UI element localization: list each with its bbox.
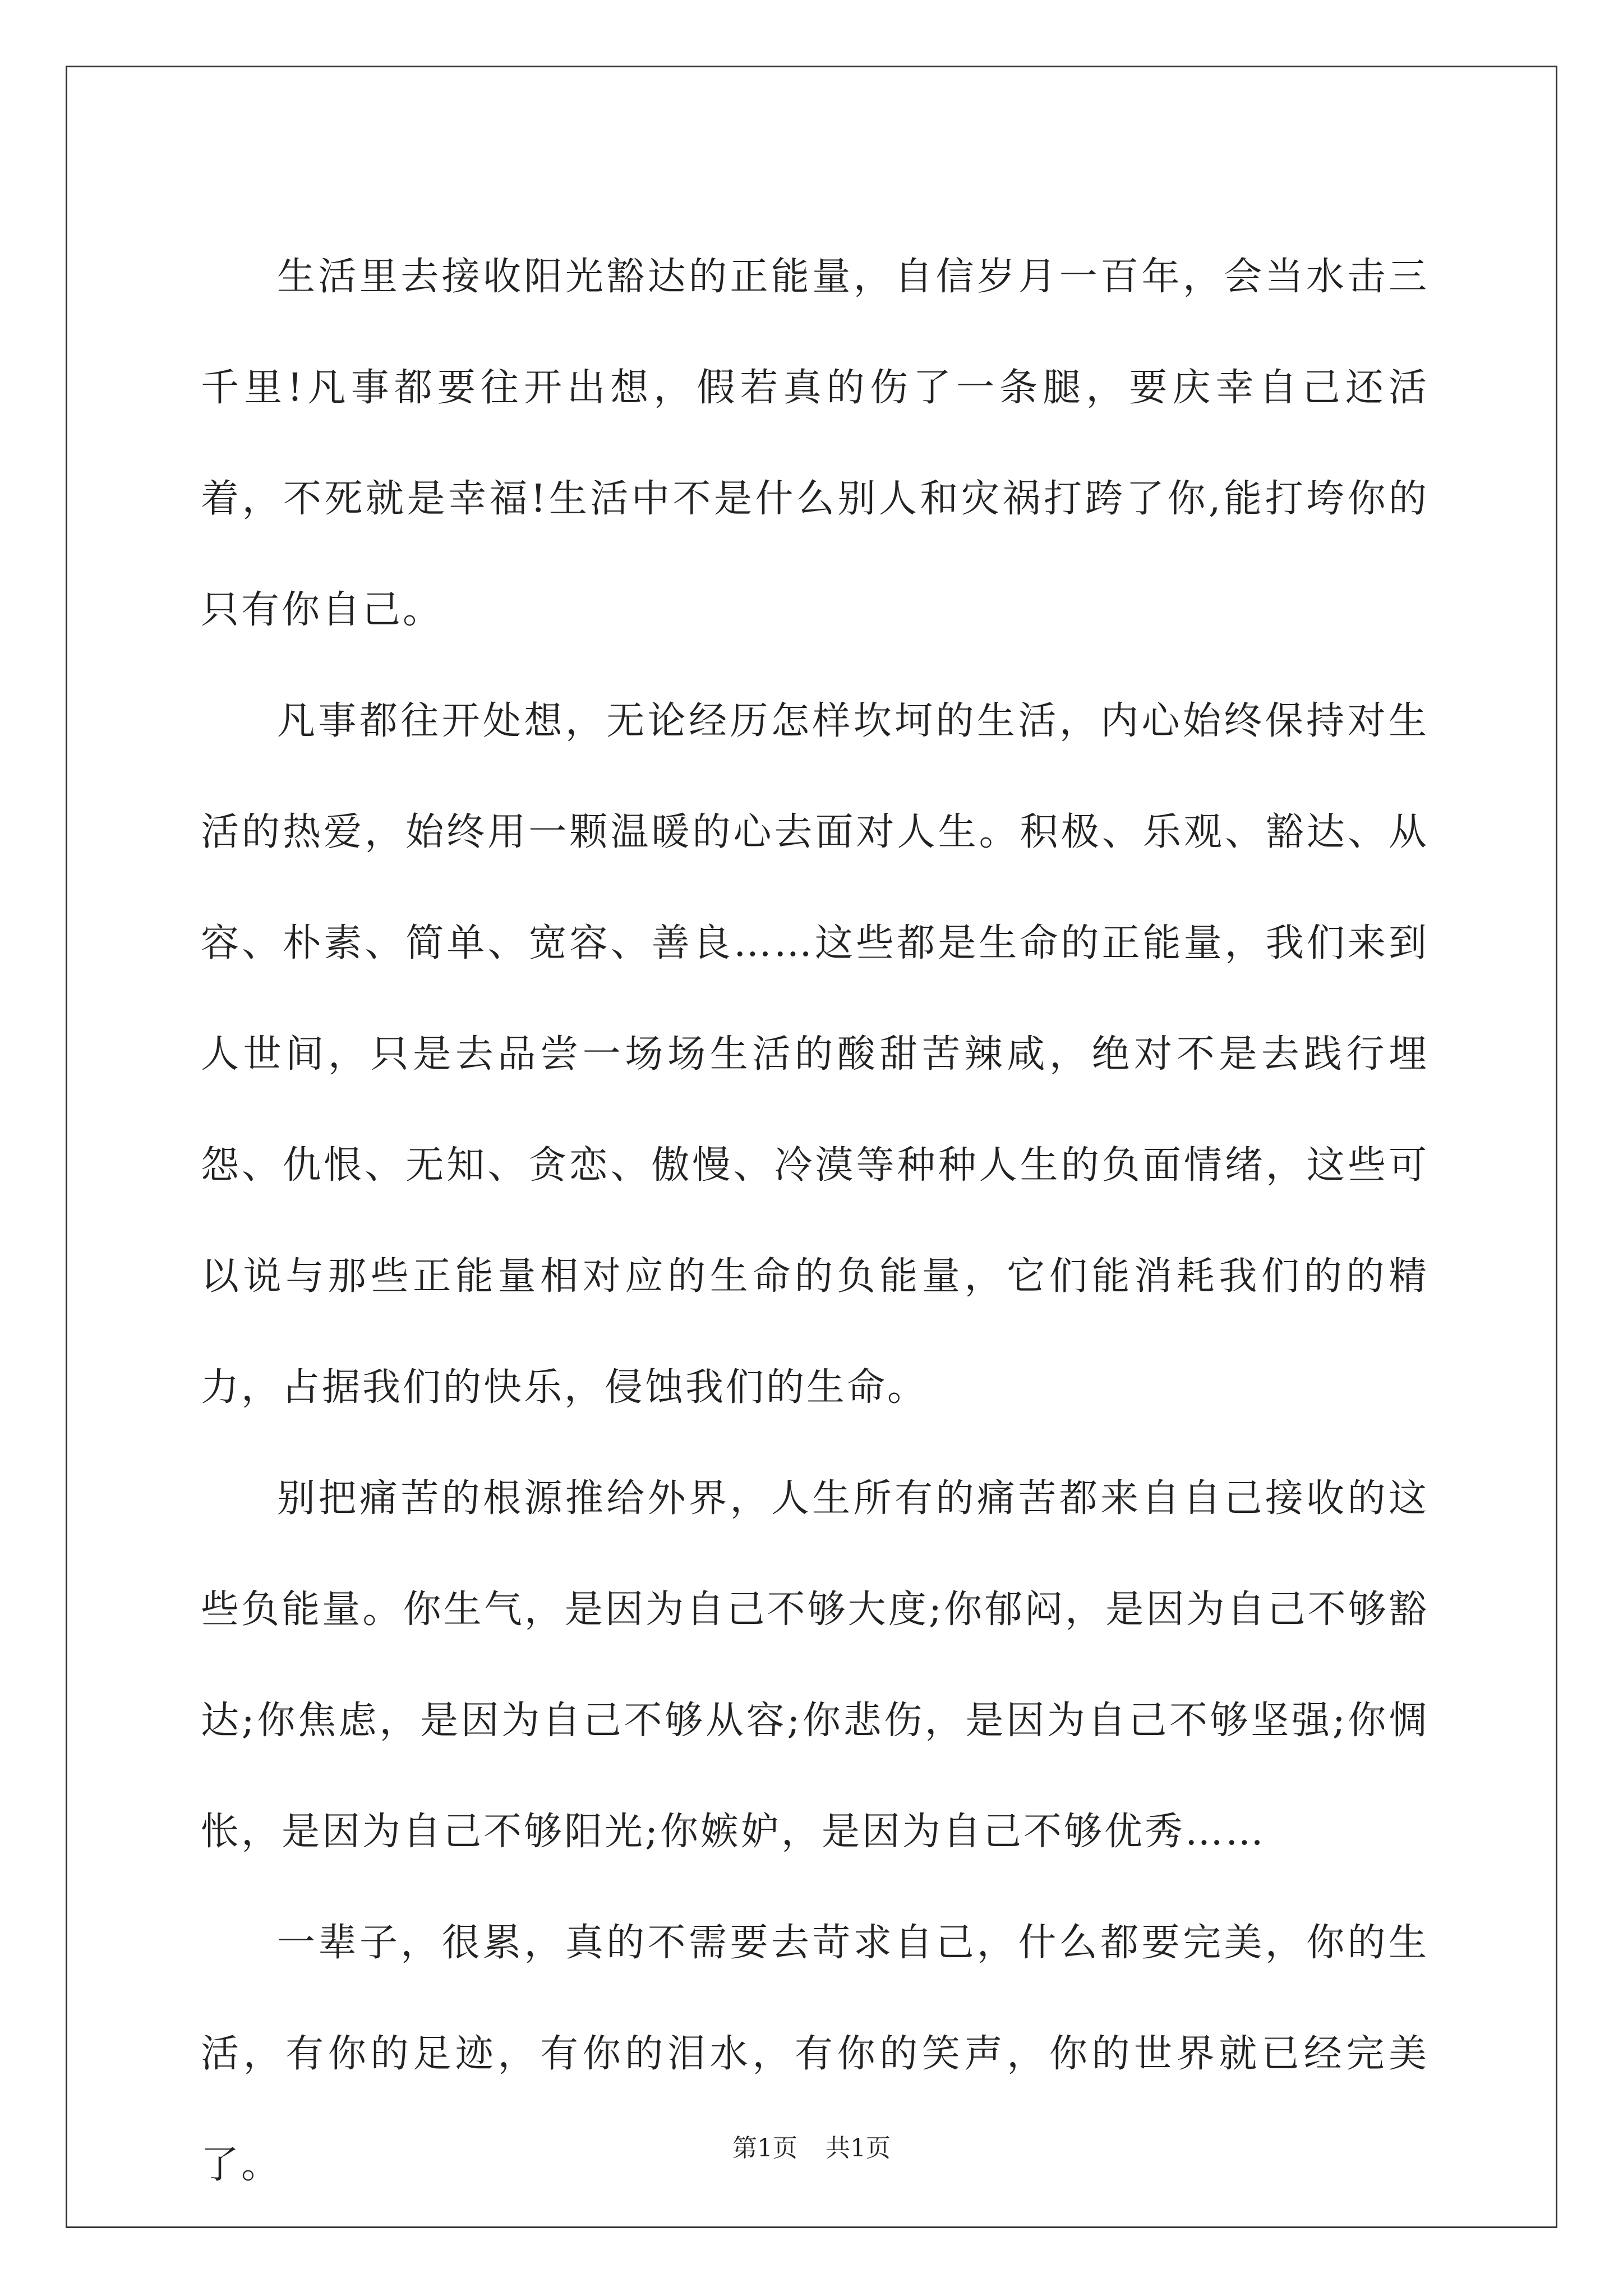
page-footer xyxy=(0,2132,1623,2165)
paragraph-1: 生活里去接收阳光豁达的正能量，自信岁月一百年，会当水击三千里!凡事都要往开出想，假若真的伤了一条腿，要庆幸自己还活着，不死就是幸福!生活中不是什么别人和灾祸打跨了你,能打垮你的只有你自己。 xyxy=(201,255,1429,632)
paragraph-3: 别把痛苦的根源推给外界，人生所有的痛苦都来自自己接收的这些负能量。你生气，是因为自己不够大度;你郁闷，是因为自己不够豁达;你焦虑，是因为自己不够从容;你悲伤，是因为自己不够坚强;你惆怅，是因为自己不够阳光;你嫉妒，是因为自己不够优秀…… xyxy=(201,1476,1429,1854)
paragraph-4: 一辈子，很累，真的不需要去苛求自己，什么都要完美，你的生活，有你的足迹，有你的泪水，有你的笑声，你的世界就已经完美了。 xyxy=(201,1921,1429,2187)
paragraph-2: 凡事都往开处想，无论经历怎样坎坷的生活，内心始终保持对生活的热爱，始终用一颗温暖的心去面对人生。积极、乐观、豁达、从容、朴素、简单、宽容、善良……这些都是生命的正能量，我们来到人世间，只是去品尝一场场生活的酸甜苦辣咸，绝对不是去践行埋怨、仇恨、无知、贪恋、傲慢、冷漠等种种人生的负面情绪，这些可以说与那些正能量相对应的生命的负能量，它们能消耗我们的的精力，占据我们的快乐，侵蚀我们的生命。 xyxy=(201,699,1429,1410)
page-total: 共1页 xyxy=(826,2134,891,2162)
page-number: 第1页 xyxy=(732,2134,797,2162)
document-body xyxy=(201,222,1429,2221)
